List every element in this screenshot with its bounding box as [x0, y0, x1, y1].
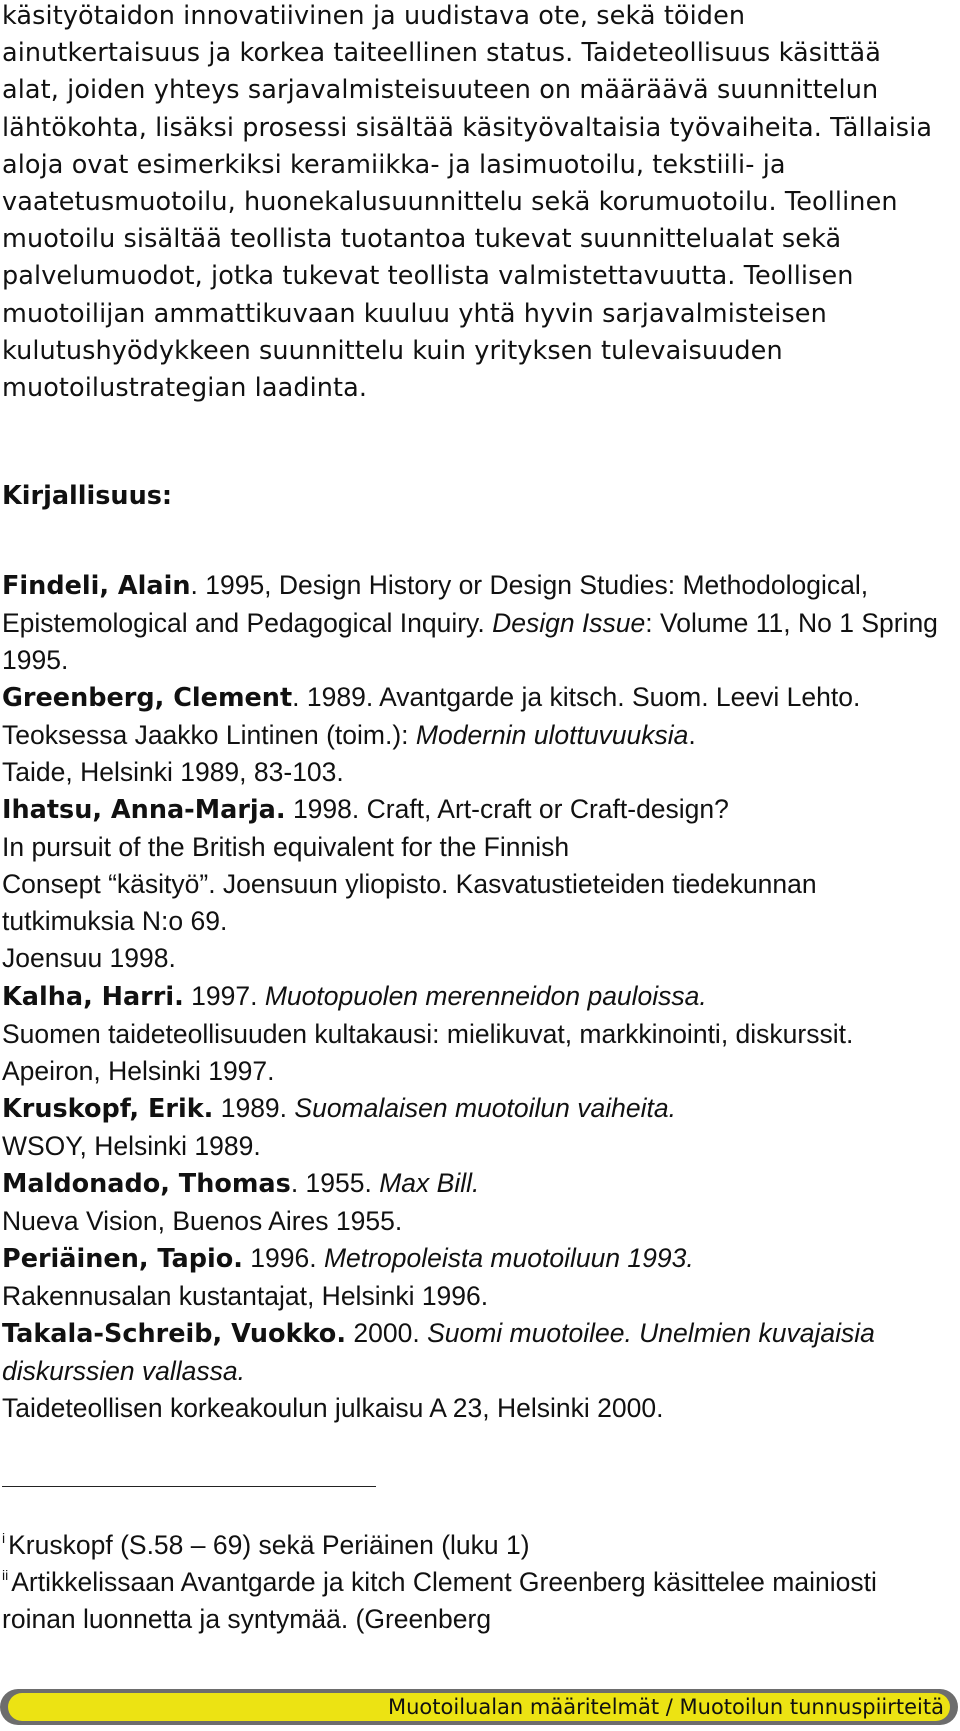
entry-title: Max Bill.: [379, 1167, 480, 1198]
entry-author: Findeli, Alain: [2, 571, 191, 601]
entry-title: Suomalaisen muotoilun vaiheita.: [294, 1092, 676, 1123]
footnote: [2, 1564, 947, 1638]
footnotes: [2, 1527, 947, 1638]
running-footer-title: Muotoilualan määritelmät / Muotoilun tunnuspiirteitä: [388, 1695, 944, 1719]
footnote-marker: ii: [2, 1567, 9, 1583]
entry-author: Takala-Schreib, Vuokko.: [2, 1318, 347, 1349]
entry-author: Maldonado, Thomas: [2, 1168, 291, 1199]
entry-author: Kruskopf, Erik.: [2, 1093, 214, 1124]
bibliography-entry: Periäinen, Tapio. 1996. Metropoleista muotoiluun 1993. Rakennusalan kustantajat, Helsinki 1996.: [2, 1242, 694, 1311]
entry-author: Kalha, Harri.: [2, 981, 184, 1012]
entry-title: Modernin ulottuvuuksia: [415, 720, 689, 751]
bibliography-entry: Maldonado, Thomas. 1955. Max Bill. Nueva Vision, Buenos Aires 1955.: [2, 1167, 480, 1236]
entry-author: Periäinen, Tapio.: [2, 1243, 243, 1274]
footnote-marker: i: [2, 1530, 6, 1546]
bibliography-entry: Kruskopf, Erik. 1989. Suomalaisen muotoilun vaiheita. WSOY, Helsinki 1989.: [2, 1092, 676, 1161]
entry-title: Muotopuolen merenneidon pauloissa.: [264, 980, 707, 1011]
entry-title: Metropoleista muotoiluun 1993.: [323, 1242, 694, 1273]
bibliography-entry: Kalha, Harri. 1997. Muotopuolen merenneidon pauloissa. Suomen taideteollisuuden kultakausi: mielikuvat, markkinointi, diskurssit. Apeiron, Helsinki 1997.: [2, 980, 854, 1086]
bibliography-entry: Findeli, Alain. 1995, Design History or Design Studies: Methodological, Epistemological and Pedagogical Inquiry. Design Issue: Volume 11, No 1 Spring 1995.: [2, 570, 938, 676]
footnote-text: Kruskopf (S.58 – 69) sekä Periäinen (luku 1): [8, 1530, 530, 1560]
footnote: [2, 1527, 947, 1564]
entry-author: Ihatsu, Anna-Marja.: [2, 795, 286, 826]
bibliography-entry: Takala-Schreib, Vuokko. 2000. Suomi muotoilee. Unelmien kuvajaisia diskurssien vallassa. Taideteollisen korkeakoulun julkaisu A 23, Helsinki 2000.: [2, 1317, 875, 1424]
references-heading: Kirjallisuus:: [2, 481, 173, 511]
body-text: [2, 0, 942, 407]
entry-author: Greenberg, Clement: [2, 683, 293, 714]
footnote-divider: [2, 1486, 376, 1487]
bibliography-entry: Greenberg, Clement. 1989. Avantgarde ja kitsch. Suom. Leevi Lehto. Teoksessa Jaakko Lintinen (toim.): Modernin ulottuvuuksia. Taide, Helsinki 1989, 83-103.: [2, 682, 861, 788]
entry-title: Design Issue: [492, 608, 646, 639]
body-paragraph: käsityötaidon innovatiivinen ja uudistava ote, sekä töiden ainutkertaisuus ja korkea taiteellinen status. Taideteollisuus käsittää alat, joiden yhteys sarjavalmisteisuuteen on määräävä suunnittelun lähtökohta, lisäksi prosessi sisältää käsityövaltaisia työvaiheita. Tällaisia aloja ovat esimerkiksi keramiikka- ja lasimuotoilu, tekstiili- ja vaatetusmuotoilu, huonekalusuunnittelu sekä korumuotoilu. Teollinen muotoilu sisältää teollista tuotantoa tukevat suunnittelualat sekä palvelumuodot, jotka tukevat teollista valmistettavuutta. Teollisen muotoilijan ammattikuvaan kuuluu yhtä hyvin sarjavalmisteisen kulutushyödykkeen suunnittelu kuin yrityksen tulevaisuuden muotoilustrategian laadinta.: [2, 1, 933, 404]
footnote-text: Artikkelissaan Avantgarde ja kitch Clement Greenberg käsittelee mainiosti roinan luonnetta ja syntymää. (Greenberg: [2, 1567, 877, 1634]
bibliography-entry: Ihatsu, Anna-Marja. 1998. Craft, Art-craft or Craft-design? In pursuit of the British equivalent for the Finnish Consept “käsityö”. Joensuun yliopisto. Kasvatustieteiden tiedekunnan tutkimuksia N:o 69. Joensuu 1998.: [2, 794, 817, 974]
entry-title: Suomi muotoilee. Unelmien kuvajaisia diskurssien vallassa.: [2, 1317, 875, 1386]
footer-bar: [0, 1689, 958, 1725]
bibliography-list: [2, 567, 947, 1427]
